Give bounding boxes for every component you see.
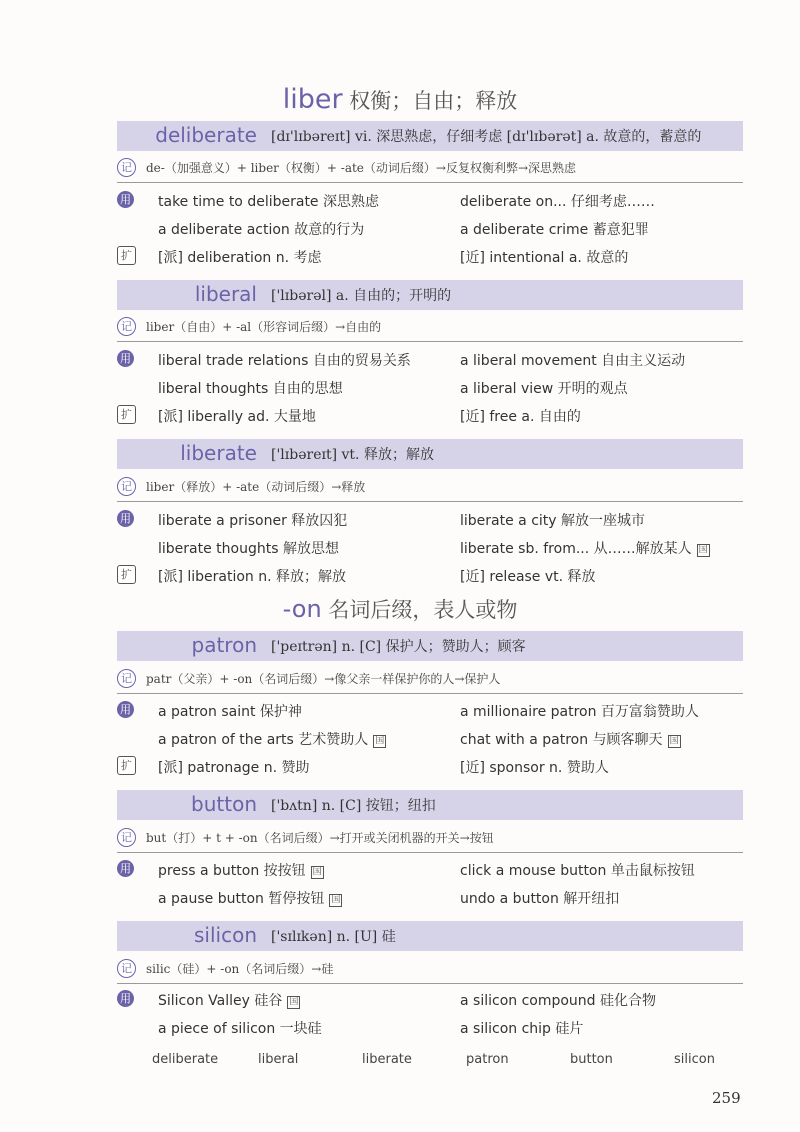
usage-example: liberate a prisoner 释放囚犯 xyxy=(158,513,348,529)
divider xyxy=(117,501,743,502)
usage-text: Silicon Valley 硅谷 xyxy=(158,993,283,1009)
divider xyxy=(117,852,743,853)
headword: button xyxy=(191,792,257,816)
headword: liberal xyxy=(194,282,257,306)
exam-tag-icon: 国 xyxy=(698,545,708,555)
headword: deliberate xyxy=(155,123,257,147)
review-word: liberate xyxy=(362,1052,412,1067)
usage-example xyxy=(158,990,300,1010)
usage-example: undo a button 解开纽扣 xyxy=(460,891,620,907)
memory-marker-icon: 记 xyxy=(117,317,136,336)
usage-example: a piece of silicon 一块硅 xyxy=(158,1021,322,1037)
entry-header-button xyxy=(117,790,743,820)
usage-text: liberate sb. from... 从……解放某人 xyxy=(460,541,692,557)
exam-tag-icon: 国 xyxy=(375,736,385,746)
usage-example: take time to deliberate 深思熟虑 xyxy=(158,194,379,210)
definition: ['lɪbərəl] a. 自由的；开明的 xyxy=(271,288,452,304)
expand-marker-icon: 扩 xyxy=(117,246,136,265)
section-meaning: 名词后缀，表人或物 xyxy=(321,598,518,622)
section-root: liber xyxy=(282,84,343,115)
synonym: [近] intentional a. 故意的 xyxy=(460,250,629,266)
derivative: [派] liberally ad. 大量地 xyxy=(158,409,316,425)
memory-note: liber（释放）+ -ate（动词后缀）→释放 xyxy=(146,480,366,494)
divider xyxy=(117,182,743,183)
usage-example: a silicon chip 硅片 xyxy=(460,1021,584,1037)
definition: ['lɪbəreɪt] vt. 释放；解放 xyxy=(271,447,434,463)
usage-marker-icon: 用 xyxy=(117,701,134,718)
review-word: button xyxy=(570,1052,613,1067)
synonym: [近] release vt. 释放 xyxy=(460,569,596,585)
section-title-liber xyxy=(0,84,800,115)
usage-example: a silicon compound 硅化合物 xyxy=(460,993,657,1009)
memory-marker-icon: 记 xyxy=(117,477,136,496)
usage-example: liberal thoughts 自由的思想 xyxy=(158,381,343,397)
usage-marker-icon: 用 xyxy=(117,860,134,877)
usage-text: chat with a patron 与顾客聊天 xyxy=(460,732,663,748)
review-word: liberal xyxy=(258,1052,299,1067)
headword: liberate xyxy=(180,441,257,465)
divider xyxy=(117,983,743,984)
usage-marker-icon: 用 xyxy=(117,350,134,367)
usage-example xyxy=(158,860,324,880)
usage-text: a patron of the arts 艺术赞助人 xyxy=(158,732,369,748)
synonym: [近] sponsor n. 赞助人 xyxy=(460,760,609,776)
review-word: deliberate xyxy=(152,1052,219,1067)
usage-example: a patron saint 保护神 xyxy=(158,704,302,720)
memory-note: patr（父亲）+ -on（名词后缀）→像父亲一样保护你的人→保护人 xyxy=(146,672,501,686)
definition: ['bʌtn] n. [C] 按钮；纽扣 xyxy=(271,798,436,814)
entry-header-liberal xyxy=(117,280,743,310)
exam-tag-icon: 国 xyxy=(312,867,322,877)
headword: silicon xyxy=(194,923,257,947)
usage-marker-icon: 用 xyxy=(117,990,134,1007)
usage-text: a pause button 暂停按钮 xyxy=(158,891,325,907)
usage-example: a deliberate crime 蓄意犯罪 xyxy=(460,222,649,238)
usage-example: a deliberate action 故意的行为 xyxy=(158,222,365,238)
usage-example xyxy=(158,888,342,908)
section-root: -on xyxy=(282,595,322,623)
usage-example: liberal trade relations 自由的贸易关系 xyxy=(158,353,411,369)
usage-example xyxy=(158,729,386,749)
exam-tag-icon: 国 xyxy=(331,895,341,905)
entry-header-silicon xyxy=(117,921,743,951)
usage-example: click a mouse button 单击鼠标按钮 xyxy=(460,863,695,879)
usage-example: deliberate on... 仔细考虑…… xyxy=(460,194,655,210)
derivative: [派] liberation n. 释放；解放 xyxy=(158,569,347,585)
usage-example xyxy=(460,538,710,558)
review-word: patron xyxy=(466,1052,509,1067)
definition: [dɪ'lɪbəreɪt] vi. 深思熟虑，仔细考虑 [dɪ'lɪbərət] a. 故意的，蓄意的 xyxy=(271,129,702,145)
usage-example xyxy=(460,729,681,749)
memory-marker-icon: 记 xyxy=(117,669,136,688)
section-title-on xyxy=(0,594,800,624)
entry-header-liberate xyxy=(117,439,743,469)
derivative: [派] deliberation n. 考虑 xyxy=(158,250,322,266)
definition: ['peɪtrən] n. [C] 保护人；赞助人；顾客 xyxy=(271,639,526,655)
usage-example: liberate a city 解放一座城市 xyxy=(460,513,646,529)
usage-example: a liberal view 开明的观点 xyxy=(460,381,628,397)
page-number: 259 xyxy=(712,1089,741,1107)
definition: ['sɪlɪkən] n. [U] 硅 xyxy=(271,929,396,945)
headword: patron xyxy=(191,633,257,657)
memory-note: liber（自由）+ -al（形容词后缀）→自由的 xyxy=(146,320,382,334)
usage-example: a millionaire patron 百万富翁赞助人 xyxy=(460,704,699,720)
divider xyxy=(117,693,743,694)
expand-marker-icon: 扩 xyxy=(117,405,136,424)
exam-tag-icon: 国 xyxy=(669,736,679,746)
exam-tag-icon: 国 xyxy=(289,997,299,1007)
usage-text: press a button 按按钮 xyxy=(158,863,306,879)
memory-note: silic（硅）+ -on（名词后缀）→硅 xyxy=(146,962,334,976)
memory-marker-icon: 记 xyxy=(117,158,136,177)
review-word: silicon xyxy=(674,1052,715,1067)
entry-header-patron xyxy=(117,631,743,661)
memory-marker-icon: 记 xyxy=(117,959,136,978)
memory-note: de-（加强意义）+ liber（权衡）+ -ate（动词后缀）→反复权衡利弊→深思熟虑 xyxy=(146,161,577,175)
memory-note: but（打）+ t + -on（名词后缀）→打开或关闭机器的开关→按钮 xyxy=(146,831,494,845)
usage-example: a liberal movement 自由主义运动 xyxy=(460,353,686,369)
section-meaning: 权衡；自由；释放 xyxy=(342,89,518,113)
expand-marker-icon: 扩 xyxy=(117,565,136,584)
divider xyxy=(117,341,743,342)
expand-marker-icon: 扩 xyxy=(117,756,136,775)
synonym: [近] free a. 自由的 xyxy=(460,409,581,425)
memory-marker-icon: 记 xyxy=(117,828,136,847)
derivative: [派] patronage n. 赞助 xyxy=(158,760,310,776)
usage-example: liberate thoughts 解放思想 xyxy=(158,541,339,557)
usage-marker-icon: 用 xyxy=(117,510,134,527)
entry-header-deliberate xyxy=(117,121,743,151)
usage-marker-icon: 用 xyxy=(117,191,134,208)
